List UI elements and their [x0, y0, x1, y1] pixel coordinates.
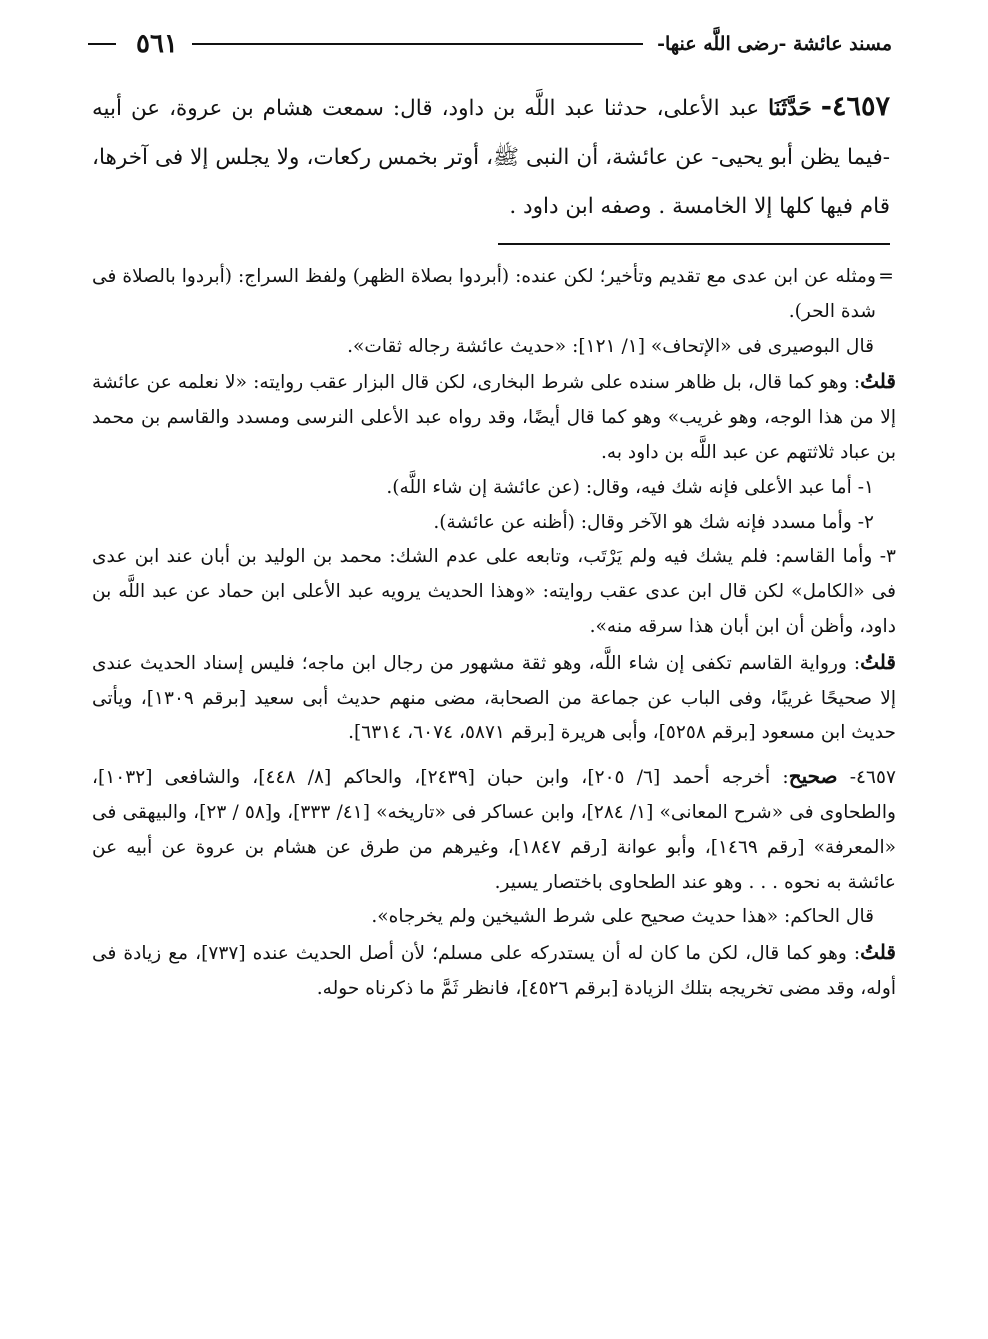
header-dash — [88, 43, 116, 45]
takhrij-paragraph — [92, 759, 896, 900]
page-number: ٥٦١ — [136, 29, 178, 59]
hadith-number: ٤٦٥٧- — [820, 91, 890, 122]
hadith-text — [92, 82, 890, 231]
header-rule — [192, 43, 643, 45]
narration-item-3: ٣- وأما القاسم: فلم يشك فيه ولم يَرْتَب، وتابعه على عدم الشك: محمد بن الوليد بن أبان عند ابن عدى فى «الكامل» لكن قال ابن عدى عقب روايته: «وهذا الحديث يرويه عبد الأعلى ابن حماد عن عبد اللَّه بن داود، وأظن أن ابن أبان هذا سرقه منه». — [92, 546, 896, 637]
hadith-body: عبد الأعلى، حدثنا عبد اللَّه بن داود، قال: سمعت هشام بن عروة، عن أبيه -فيما يظن أبو يحيى- عن عائشة، أن النبى ﷺ، أوتر بخمس ركعات، ولا يجلس إلا فى آخرها، قام فيها كلها إلا الخامسة . وصفه ابن داود . — [92, 96, 890, 219]
qultu-text-3: : وهو كما قال، لكن ما كان له أن يستدركه على مسلم؛ لأن أصل الحديث عنده [٧٣٧]، مع زيادة فى أوله، وقد مضى تخريجه بتلك الزيادة [برقم ٤٥٢٦]، فانظر ثَمَّ ما ذكرناه حوله. — [92, 943, 896, 999]
hakim-quote: قال الحاكم: «هذا حديث صحيح على شرط الشيخين ولم يخرجاه». — [371, 906, 874, 928]
running-header — [88, 26, 892, 62]
continuation-note — [92, 260, 896, 330]
qultu-label: قلتُ — [860, 649, 896, 674]
narration-item-1: ١- أما عبد الأعلى فإنه شك فيه، وقال: (عن عائشة إن شاء اللَّه). — [386, 476, 874, 498]
continuation-mark: = — [878, 266, 894, 287]
qultu-paragraph-2 — [92, 645, 896, 751]
qultu-paragraph-3 — [92, 935, 896, 1007]
qultu-label: قلتُ — [860, 369, 896, 394]
footnote-separator — [498, 243, 890, 245]
takhrij-number: ٤٦٥٧- — [849, 767, 896, 789]
narration-item-2: ٢- وأما مسدد فإنه شك هو الآخر وقال: (أظنه عن عائشة). — [433, 511, 874, 533]
hadith-opening: حَدَّثَنَا — [768, 96, 812, 121]
busiri-quote: قال البوصيرى فى «الإتحاف» [١/ ١٢١]: «حديث عائشة رجاله ثقات». — [347, 335, 874, 357]
qultu-text-1: : وهو كما قال، بل ظاهر سنده على شرط البخارى، لكن قال البزار عقب روايته: «لا نعلمه عن عائشة إلا من هذا الوجه، وهو غريب» وهو كما قال أيضًا، وقد رواه عبد الأعلى النرسى ومسدد والقاسم بن محمد بن عباد ثلاثتهم عن عبد اللَّه بن داود به. — [92, 372, 896, 463]
takhrij-grade: صحيح — [788, 764, 838, 789]
continuation-text: ومثله عن ابن عدى مع تقديم وتأخير؛ لكن عنده: (أبردوا بصلاة الظهر) ولفظ السراج: (أبردوا بالصلاة فى شدة الحر). — [92, 266, 876, 322]
qultu-text-2: : ورواية القاسم تكفى إن شاء اللَّه، وهو ثقة مشهور من رجال ابن ماجه؛ فليس إسناد الحديث عندى إلا صحيحًا غريبًا، وفى الباب عن جماعة من الصحابة، مضى منهم حديث أبى سعيد [برقم ١٣٠٩]، ويأتى حديث ابن مسعود [برقم ٥٢٥٨]، وأبى هريرة [برقم ٥٨٧١، ٦٠٧٤، ٦٣١٤]. — [92, 652, 896, 744]
qultu-paragraph-1 — [92, 364, 896, 470]
takhrij-text: : أخرجه أحمد [٦/ ٢٠٥]، وابن حبان [٢٤٣٩]، والحاكم [٨/ ٤٤٨]، والشافعى [١٠٣٢]، والطحاوى فى «شرح المعانى» [١/ ٢٨٤]، وابن عساكر فى «تاريخه» [٤١/ ٣٣٣]، و[٥٨ / ٢٣]، والبيهقى فى «المعرفة» [رقم ١٤٦٩]، وأبو عوانة [رقم ١٨٤٧]، وغيرهم من طرق عن هشام بن عروة عن أبيه عن عائشة به نحوه . . . وهو عند الطحاوى باختصار يسير. — [92, 767, 896, 893]
footnotes — [92, 260, 896, 1007]
header-title: مسند عائشة -رضى اللَّه عنها- — [657, 33, 892, 55]
qultu-label: قلتُ — [860, 940, 896, 965]
